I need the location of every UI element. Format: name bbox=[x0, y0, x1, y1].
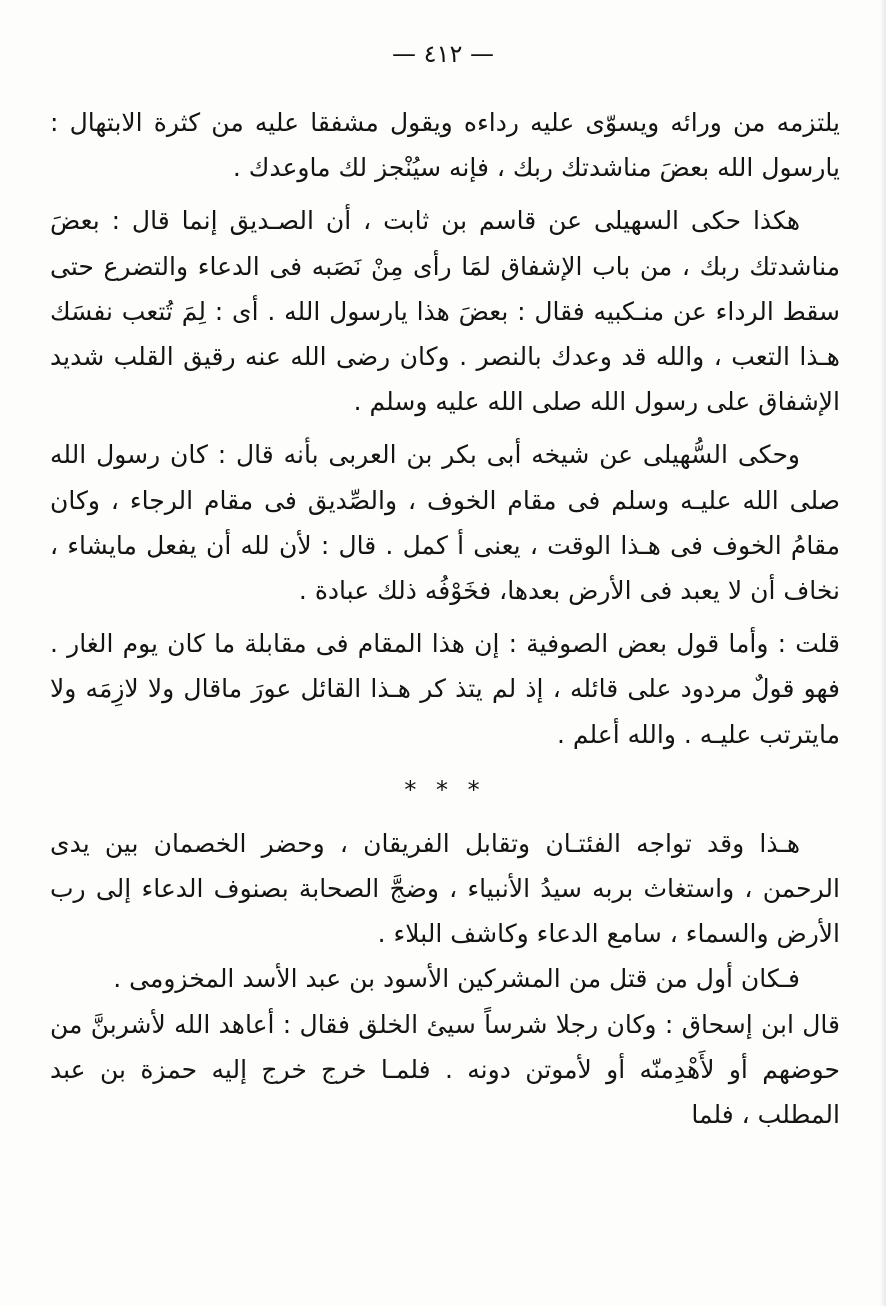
paragraph-6: فـكان أول من قتل من المشركين الأسود بن عبد الأسد المخزومى . bbox=[113, 964, 800, 994]
paragraph-1: يلتزمه من ورائه ويسوّى عليه رداءه ويقول مشفقا عليه من كثرة الابتهال : يارسول الله بعضَ مناشدتك ربك ، فإنه سيُنْجز لك ماوعدك . bbox=[50, 108, 840, 183]
body-text bbox=[50, 100, 840, 1137]
paragraph-5: هـذا وقد تواجه الفئتـان وتقابل الفريقان ، وحضر الخصمان بين يدى الرحمن ، واستغاث بربه سيدُ الأنبياء ، وضجَّ الصحابة بصنوف الدعاء إلى رب الأرض والسماء ، سامع الدعاء وكاشف البلاء . bbox=[50, 828, 840, 949]
page-number: — ٤١٢ — bbox=[392, 40, 494, 68]
section-separator: * * * bbox=[404, 775, 486, 804]
paragraph-2: هكذا حكى السهيلى عن قاسم بن ثابت ، أن الصـديق إنما قال : بعضَ مناشدتك ربك ، من باب الإشفاق لمَا رأى مِنْ نَصَبه فى الدعاء والتضرع حتى سقط الرداء عن منـكبيه فقال : بعضَ هذا يارسول الله . أى : لِمَ تُتعب نفسَك هـذا التعب ، والله قد وعدك بالنصر . وكان رضى الله عنه رقيق القلب شديد الإشفاق على رسول الله صلى الله عليه وسلم . bbox=[50, 206, 840, 417]
paragraph-7: قال ابن إسحاق : وكان رجلا شرساً سيئ الخلق فقال : أعاهد الله لأشربنَّ من حوضهم أو لأَهْدِمنّه أو لأموتن دونه . فلمـا خرج خرج إليه حمزة بن عبد المطلب ، فلما bbox=[50, 1009, 840, 1130]
paragraph-3: وحكى السُّهيلى عن شيخه أبى بكر بن العربى بأنه قال : كان رسول الله صلى الله عليـه وسلم فى مقام الخوف ، والصِّديق فى مقام الرجاء ، وكان مقامُ الخوف فى هـذا الوقت ، يعنى أ كمل . قال : لأن لله أن يفعل مايشاء ، نخاف أن لا يعبد فى الأرض بعدها، فخَوْفُه ذلك عبادة . bbox=[50, 440, 840, 606]
paragraph-4: قلت : وأما قول بعض الصوفية : إن هذا المقام فى مقابلة ما كان يوم الغار . فهو قولٌ مردود على قائله ، إذ لم يتذ كر هـذا القائل عورَ ماقال ولا لازِمَه ولا مايترتب عليـه . والله أعلم . bbox=[50, 629, 840, 749]
page-edge-shadow bbox=[880, 0, 886, 1306]
